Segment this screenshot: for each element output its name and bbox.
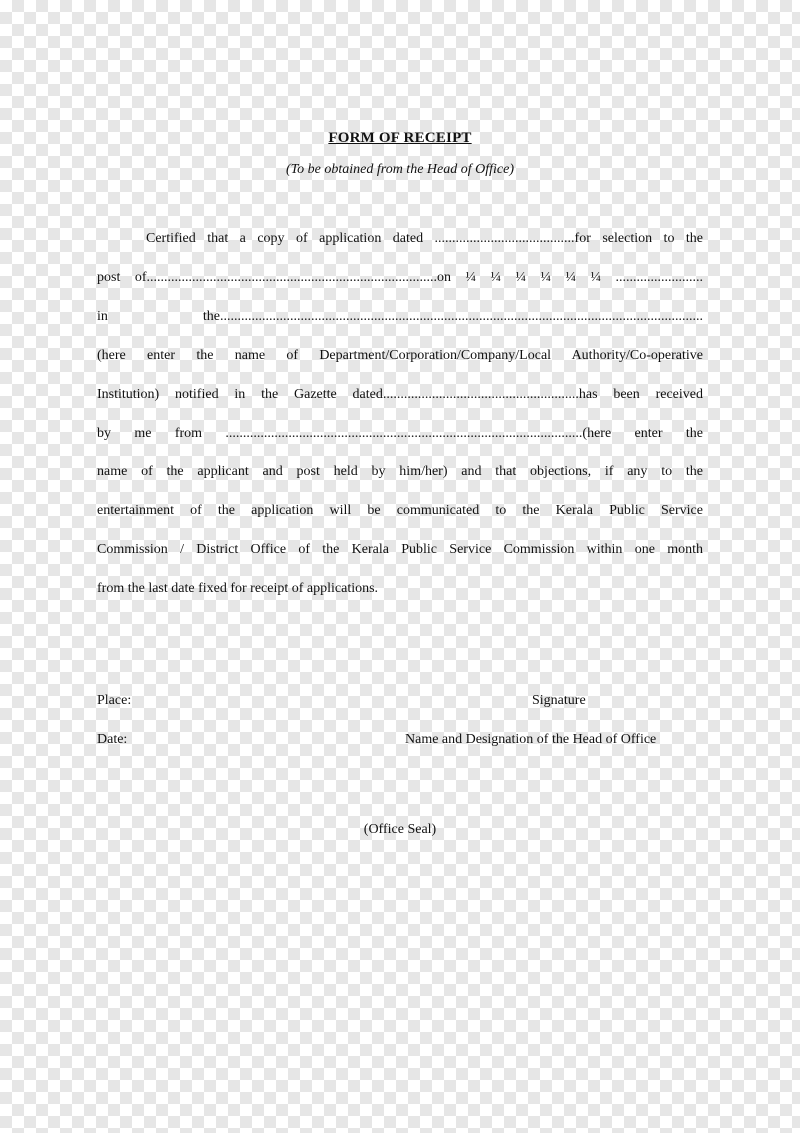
designation-label: Name and Designation of the Head of Office bbox=[405, 732, 657, 747]
office-seal-label: (Office Seal) bbox=[363, 822, 437, 837]
signature-label: Signature bbox=[532, 693, 586, 708]
date-label: Date: bbox=[97, 732, 128, 747]
body-line: entertainment of the application will be communicated to the Kerala Public Service bbox=[97, 503, 703, 518]
body-line: Institution) notified in the Gazette dated........................................................has been received bbox=[97, 387, 703, 402]
body-line: from the last date fixed for receipt of applications. bbox=[97, 581, 379, 596]
body-line: in the.......................................................................................................................................... bbox=[97, 309, 703, 324]
form-subtitle: (To be obtained from the Head of Office) bbox=[286, 162, 514, 177]
body-line: name of the applicant and post held by him/her) and that objections, if any to the bbox=[97, 464, 703, 479]
body-line: (here enter the name of Department/Corporation/Company/Local Authority/Co-operative bbox=[97, 348, 703, 363]
body-line: by me from ......................................................................................................(here enter the bbox=[97, 426, 703, 441]
place-label: Place: bbox=[97, 693, 132, 708]
body-line: Certified that a copy of application dated ........................................for selection to the bbox=[146, 231, 703, 246]
body-line: post of...................................................................................on ¼ ¼ ¼ ¼ ¼ ¼ ......................... bbox=[97, 270, 703, 285]
form-title: FORM OF RECEIPT bbox=[328, 130, 472, 146]
body-line: Commission / District Office of the Kerala Public Service Commission within one month bbox=[97, 542, 703, 557]
